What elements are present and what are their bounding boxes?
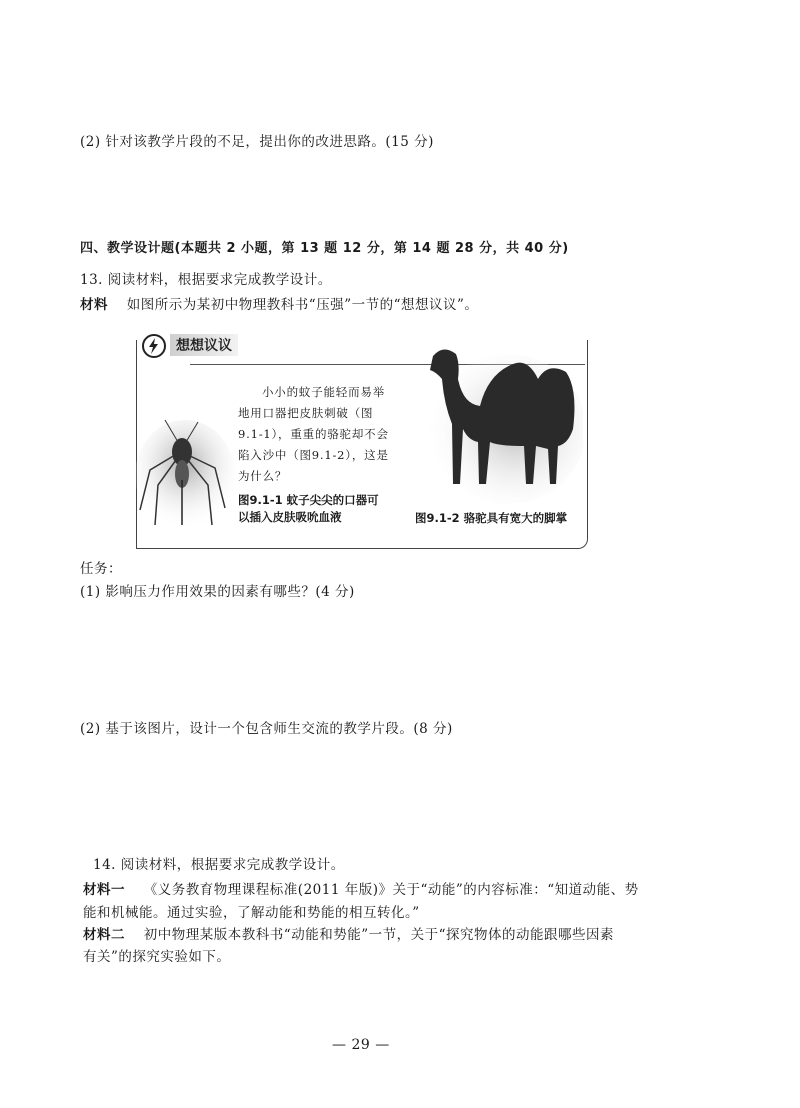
q13-task2: (2) 基于该图片，设计一个包含师生交流的教学片段。(8 分) — [80, 721, 453, 737]
section4-heading: 四、教学设计题(本题共 2 小题，第 13 题 12 分，第 14 题 28 分，共 40 分) — [80, 241, 569, 256]
figure-body-line: 陷入沙中（图9.1-2），这是 — [238, 448, 389, 462]
figure-caption-2: 图9.1-2 骆驼具有宽大的脚掌 — [415, 511, 568, 525]
figure-body-line: 地用口器把皮肤刺破（图 — [238, 406, 374, 420]
q14-material1-text: 《义务教育物理课程标准(2011 年版)》关于“动能”的内容标准：“知道动能、势 — [143, 882, 639, 898]
q14-material2-label: 材料二 — [83, 927, 125, 943]
q14-material1-line2: 能和机械能。通过实验，了解动能和势能的相互转化。” — [83, 905, 420, 921]
q14-material2-text: 初中物理某版本教科书“动能和势能”一节，关于“探究物体的动能跟哪些因素 — [143, 927, 615, 943]
q14-stem: 14. 阅读材料，根据要求完成教学设计。 — [93, 857, 345, 873]
q12-part2: (2) 针对该教学片段的不足，提出你的改进思路。(15 分) — [80, 134, 434, 150]
caption-line: 以插入皮肤吸吮血液 — [238, 510, 342, 524]
q13-material-label: 材料 — [80, 297, 108, 313]
q13-stem: 13. 阅读材料，根据要求完成教学设计。 — [80, 272, 332, 288]
q13-material — [80, 293, 478, 313]
q14-material2-line1 — [83, 923, 614, 943]
q14-material1-line1 — [83, 878, 639, 898]
task-label: 任务： — [80, 561, 122, 577]
q13-material-text: 如图所示为某初中物理教科书“压强”一节的“想想议议”。 — [126, 297, 479, 313]
camel-image — [418, 334, 583, 504]
caption-line: 图9.1-1 蚊子尖尖的口器可 — [238, 493, 379, 507]
lightning-badge-icon — [140, 332, 168, 360]
figure-body-line: 小小的蚊子能轻而易举 — [262, 385, 385, 399]
figure-body-text — [238, 382, 413, 487]
figure-body-line: 9.1-1），重重的骆驼却不会 — [238, 427, 389, 441]
figure-caption-1 — [238, 492, 379, 526]
figure-body-line: 为什么？ — [238, 469, 288, 483]
q13-task1: (1) 影响压力作用效果的因素有哪些？(4 分) — [80, 584, 355, 600]
q14-material1-label: 材料一 — [83, 882, 125, 898]
mosquito-image — [130, 400, 240, 535]
q14-material2-line2: 有关”的探究实验如下。 — [83, 949, 231, 965]
figure-title: 想想议议 — [170, 334, 238, 356]
page-number: — 29 — — [332, 1037, 390, 1053]
